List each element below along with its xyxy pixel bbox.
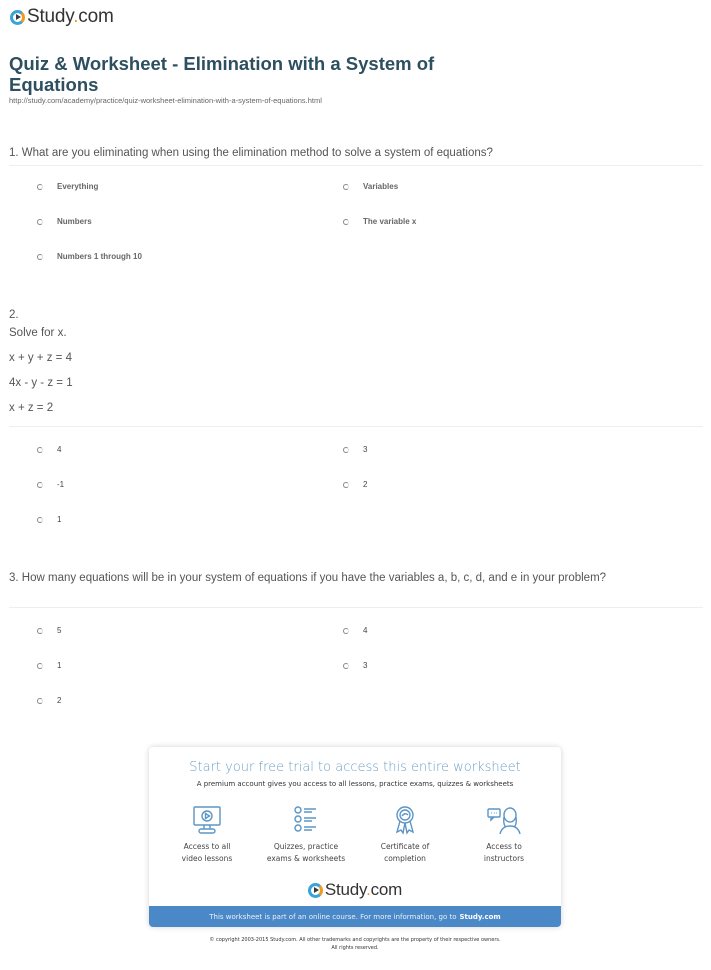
radio-icon[interactable] (343, 219, 349, 225)
free-trial-title[interactable]: Start your free trial to access this entire worksheet (189, 760, 521, 775)
study-logo[interactable] (10, 6, 114, 28)
q2-option-3[interactable]: 3 (343, 445, 367, 454)
divider (9, 607, 703, 608)
q3-option-1[interactable]: 1 (37, 661, 61, 670)
q2-option-1[interactable]: 1 (37, 515, 61, 524)
equation-3: x + z = 2 (9, 402, 54, 414)
divider (9, 165, 703, 166)
page-url: http://study.com/academy/practice/quiz-worksheet-elimination-with-a-system-of-equations.html (9, 96, 322, 105)
radio-icon[interactable] (37, 447, 43, 453)
feature-certificate: Certificate of completion (355, 805, 455, 865)
study-com-link[interactable]: Study.com (459, 912, 501, 921)
q3-option-5[interactable]: 5 (37, 626, 61, 635)
play-logo-icon (10, 10, 25, 25)
radio-icon[interactable] (343, 184, 349, 190)
free-trial-card (149, 747, 561, 927)
question-2-text: Solve for x. (9, 327, 67, 339)
video-lesson-icon (191, 805, 223, 835)
copyright: © copyright 2003-2015 Study.com. All other trademarks and copyrights are the property of their respective owners. All rights reserved. (209, 937, 501, 951)
radio-icon[interactable] (37, 517, 43, 523)
q2-option-4[interactable]: 4 (37, 445, 61, 454)
question-2-number: 2. (9, 309, 19, 321)
radio-icon[interactable] (343, 628, 349, 634)
q1-option-variables[interactable]: Variables (343, 182, 398, 191)
radio-icon[interactable] (37, 698, 43, 704)
radio-icon[interactable] (37, 663, 43, 669)
equation-1: x + y + z = 4 (9, 352, 72, 364)
feature-video-lessons: Access to all video lessons (157, 805, 257, 865)
radio-icon[interactable] (343, 663, 349, 669)
q1-option-numbers[interactable]: Numbers (37, 217, 92, 226)
equation-2: 4x - y - z = 1 (9, 377, 73, 389)
play-logo-icon (308, 883, 323, 898)
q3-option-3[interactable]: 3 (343, 661, 367, 670)
feature-instructors: Access to instructors (454, 805, 554, 865)
radio-icon[interactable] (37, 254, 43, 260)
free-trial-subtitle: A premium account gives you access to all lessons, practice exams, quizzes & worksheets (196, 780, 514, 788)
q3-option-4[interactable]: 4 (343, 626, 367, 635)
q2-option-2[interactable]: 2 (343, 480, 367, 489)
q3-option-2[interactable]: 2 (37, 696, 61, 705)
q1-option-numbers-1-10[interactable]: Numbers 1 through 10 (37, 252, 142, 261)
q1-option-variable-x[interactable]: The variable x (343, 217, 416, 226)
logo-wordmark: Study.com (27, 6, 114, 27)
divider (9, 426, 703, 427)
radio-icon[interactable] (343, 447, 349, 453)
quiz-list-icon (290, 805, 322, 835)
card-study-logo[interactable]: Study.com (149, 880, 561, 900)
q1-option-everything[interactable]: Everything (37, 182, 98, 191)
radio-icon[interactable] (37, 184, 43, 190)
instructor-icon (486, 805, 522, 835)
feature-quizzes: Quizzes, practice exams & worksheets (256, 805, 356, 865)
question-3-text: 3. How many equations will be in your system of equations if you have the variables a, b, c, d, and e in your problem? (9, 572, 607, 584)
certificate-icon (389, 805, 421, 835)
radio-icon[interactable] (37, 219, 43, 225)
radio-icon[interactable] (37, 628, 43, 634)
q2-option-neg1[interactable]: -1 (37, 480, 64, 489)
radio-icon[interactable] (343, 482, 349, 488)
page-title: Quiz & Worksheet - Elimination with a System of Equations (9, 53, 435, 95)
course-info-banner[interactable]: This worksheet is part of an online course. For more information, go to Study.com (149, 906, 561, 927)
question-1-text: 1. What are you eliminating when using the elimination method to solve a system of equations? (9, 147, 493, 159)
radio-icon[interactable] (37, 482, 43, 488)
